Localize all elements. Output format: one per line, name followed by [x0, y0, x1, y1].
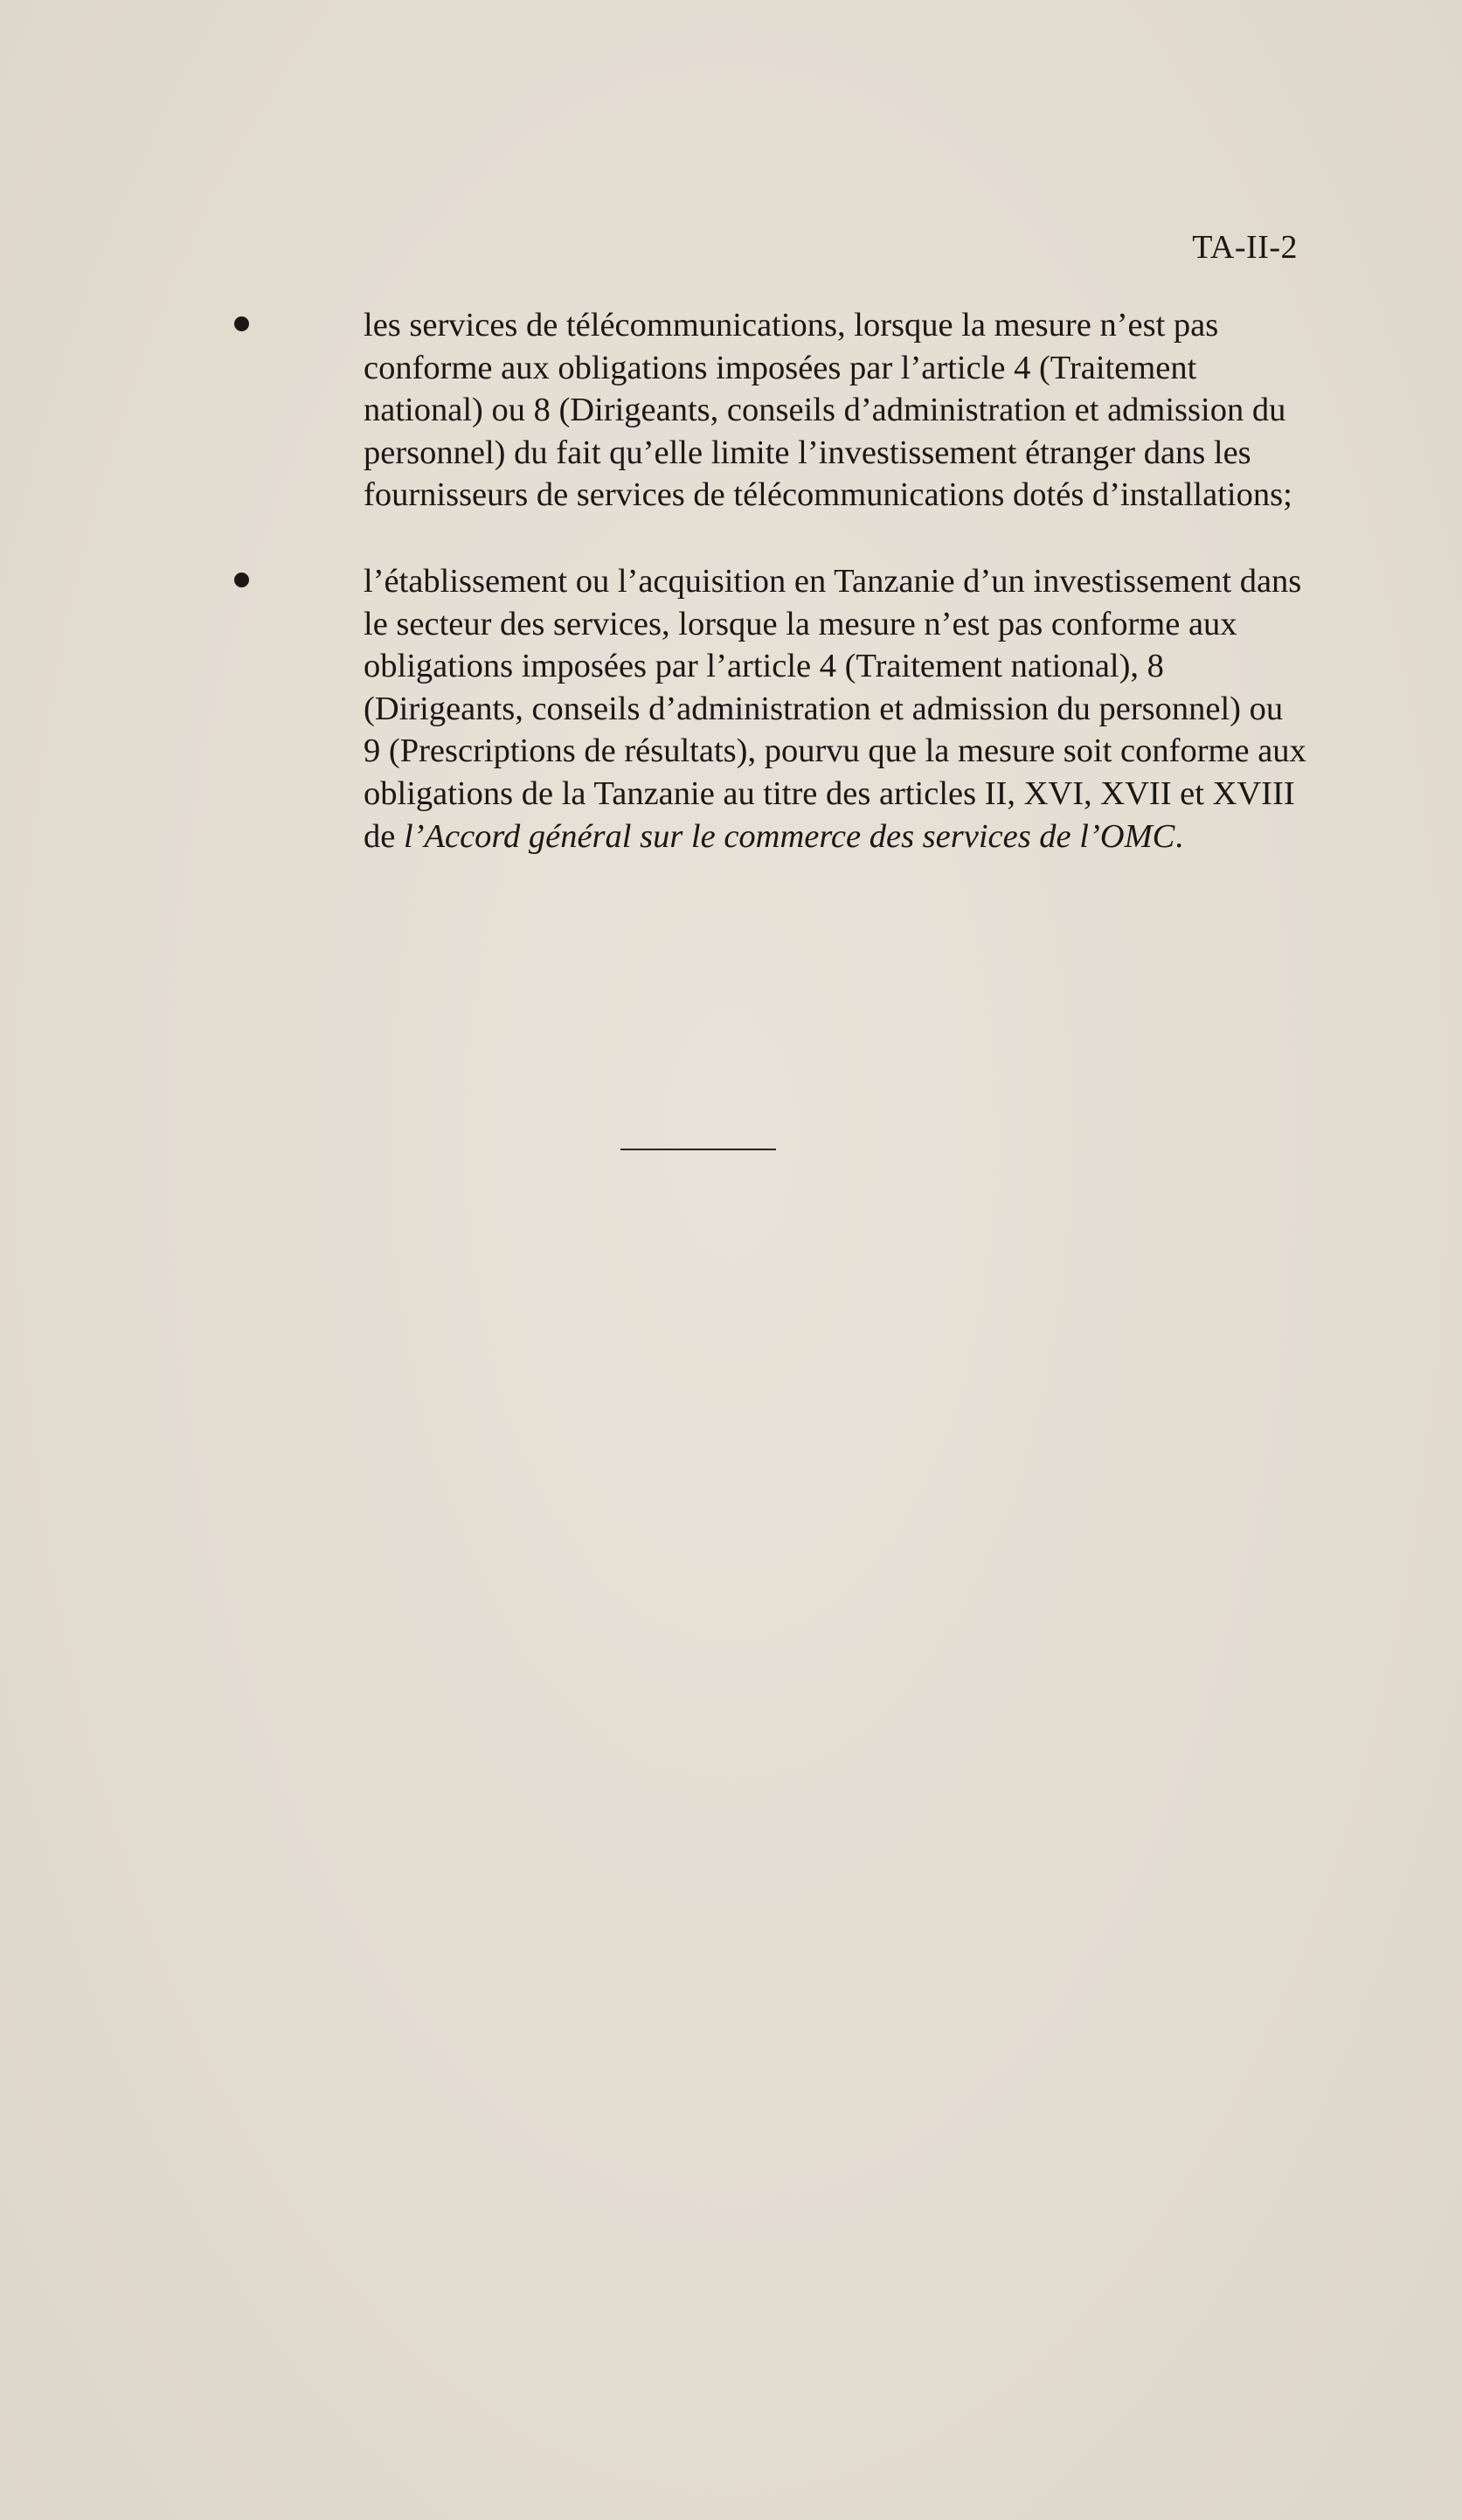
bullet-text-services: [364, 560, 1307, 857]
bullet-text-telecom: les services de télécommunications, lorsque la mesure n’est pas conforme aux obligations imposées par l’article 4 (Traitement national) ou 8 (Dirigeants, conseils d’administration et admission du personnel) du fait qu’elle limite l’investissement étranger dans les fournisseurs de services de télécommunications dotés d’installations;: [364, 307, 1292, 514]
list-item: [0, 304, 1462, 517]
agreement-title: l’Accord général sur le commerce des services de l’OMC: [403, 817, 1175, 855]
section-divider: [620, 1149, 776, 1150]
bullet-list: [0, 304, 1462, 901]
bullet-text-main: l’établissement ou l’acquisition en Tanzanie d’un investissement dans le secteur des services, lorsque la mesure n’est pas conforme aux obligations imposées par l’article 4 (Traitement national), 8 (Dirigeants, conseils d’administration et admission du personnel) ou 9 (Prescriptions de résultats), pourvu que la mesure soit conforme aux obligations de la Tanzanie au titre des articles II, XVI, XVII et XVIII de: [364, 562, 1306, 855]
bullet-text-end: .: [1174, 817, 1183, 855]
page-number: TA-II-2: [1192, 229, 1298, 266]
bullet-icon: [234, 316, 249, 331]
list-item: [0, 560, 1462, 857]
bullet-icon: [234, 573, 249, 587]
